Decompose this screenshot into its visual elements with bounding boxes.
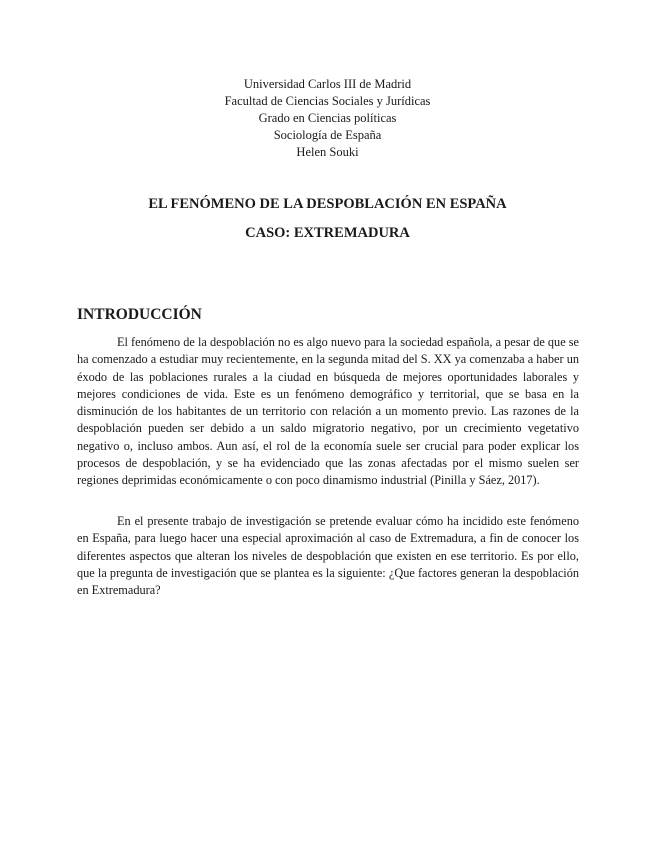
document-title: EL FENÓMENO DE LA DESPOBLACIÓN EN ESPAÑA	[148, 196, 507, 212]
document-subtitle: CASO: EXTREMADURA	[245, 225, 410, 241]
body-paragraph: El fenómeno de la despoblación no es algo nuevo para la sociedad española, a pesar de que se ha comenzado a estudiar muy recientemente, en la segunda mitad del S. XX ya comenzaba a haber un éxodo de las poblaciones rurales a la ciudad en búsqueda de mejores oportunidades laborales y mejores condiciones de vida. Este es un fenómeno demográfico y territorial, que se basa en la disminución de los habitantes de un territorio con relación a un momento previo. Las razones de la despoblación pueden ser debido a un saldo migratorio negativo, por un crecimiento vegetativo negativo o, incluso ambos. Aun así, el rol de la economía suele ser crucial para poder explicar los procesos de despoblación, y se ha evidenciado que las zonas afectadas por el mismo suelen ser regiones deprimidas económicamente o con poco dinamismo industrial (Pinilla y Sáez, 2017).	[77, 335, 579, 488]
section-heading: INTRODUCCIÓN	[77, 306, 202, 323]
document-header	[0, 76, 655, 161]
course-name: Sociología de España	[273, 128, 382, 142]
author-name: Helen Souki	[296, 145, 359, 159]
body-paragraph: En el presente trabajo de investigación se pretende evaluar cómo ha incidido este fenómeno en España, para luego hacer una especial aproximación al caso de Extremadura, a fin de conocer los diferentes aspectos que alteran los niveles de despoblación que existen en ese territorio. Es por ello, que la pregunta de investigación que se plantea es la siguiente: ¿Que factores generan la despoblación en Extremadura?	[77, 514, 579, 598]
faculty-name: Facultad de Ciencias Sociales y Jurídicas	[224, 94, 431, 108]
degree-name: Grado en Ciencias políticas	[258, 111, 397, 125]
university-name: Universidad Carlos III de Madrid	[243, 77, 412, 91]
